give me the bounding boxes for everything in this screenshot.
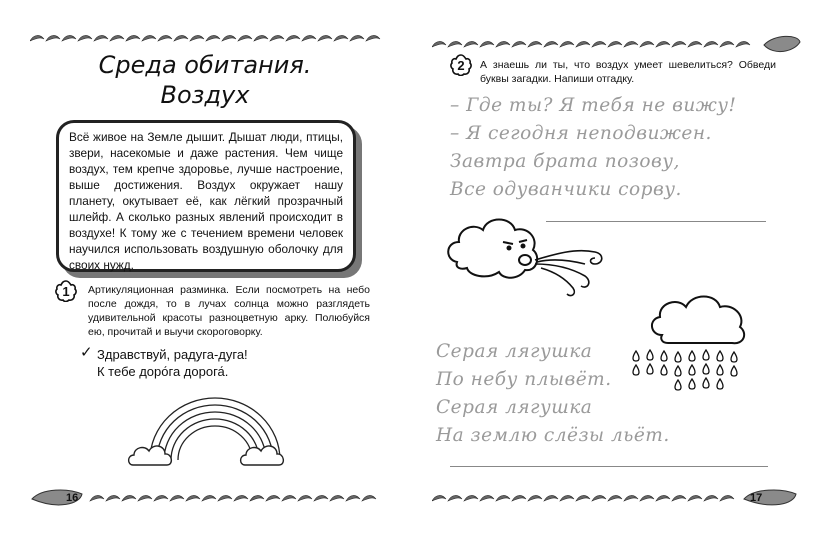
wave-ornament bbox=[720, 41, 734, 47]
task2-text: А знаешь ли ты, что воздух умеет шевелиться? Обведи буквы загадки. Напиши отгадку. bbox=[480, 59, 776, 85]
wave-ornament bbox=[190, 35, 204, 41]
wave-ornament bbox=[138, 495, 152, 501]
right-page bbox=[410, 0, 819, 540]
wave-ornament bbox=[576, 495, 590, 501]
wave-ornament bbox=[62, 35, 76, 41]
wave-ornament bbox=[512, 495, 526, 501]
wave-ornament bbox=[448, 495, 462, 501]
wave-ornament bbox=[106, 495, 120, 501]
wave-ornament bbox=[512, 41, 526, 47]
wave-ornament bbox=[170, 495, 184, 501]
wave-ornament bbox=[480, 41, 494, 47]
wave-ornament bbox=[528, 41, 542, 47]
wave-ornament bbox=[126, 35, 140, 41]
wave-ornament bbox=[688, 41, 702, 47]
page-number: 16 bbox=[66, 492, 79, 504]
raindrop-icon bbox=[717, 379, 723, 389]
wave-ornament bbox=[480, 495, 494, 501]
wave-ornament bbox=[94, 35, 108, 41]
wave-ornament bbox=[544, 41, 558, 47]
wave-ornament bbox=[186, 495, 200, 501]
wave-ornament bbox=[624, 41, 638, 47]
raindrop-icon bbox=[689, 379, 695, 389]
tongue-twister: ✓ Здравствуй, радуга-дуга! К тебе доро́га дорога́. bbox=[80, 344, 248, 379]
wave-ornament bbox=[282, 495, 296, 501]
raindrop-icon bbox=[689, 351, 695, 361]
wave-ornament bbox=[560, 495, 574, 501]
wave-ornament bbox=[432, 495, 446, 501]
raindrop-icon bbox=[731, 366, 737, 376]
rainbow-icon bbox=[125, 385, 305, 475]
task1-text: Артикуляционная разминка. Если посмотреть на небо после дождя, то в лучах солнца можно разглядеть удивительной красоты разноцветную арку. Полюбуйся ею, прочитай и выучи скороговорку. bbox=[88, 284, 370, 338]
wave-ornament bbox=[286, 35, 300, 41]
raindrop-icon bbox=[717, 365, 723, 375]
wave-ornament bbox=[464, 41, 478, 47]
wave-ornament bbox=[90, 495, 104, 501]
wave-ornament bbox=[250, 495, 264, 501]
wave-ornament bbox=[592, 41, 606, 47]
page-number-ribbon-icon bbox=[432, 486, 802, 512]
wave-ornament bbox=[222, 35, 236, 41]
raindrop-icon bbox=[675, 366, 681, 376]
task-number-badge: 1 bbox=[55, 280, 77, 302]
wave-ornament bbox=[318, 35, 332, 41]
wave-ornament bbox=[346, 495, 360, 501]
wave-ornament bbox=[110, 35, 124, 41]
wave-ornament bbox=[174, 35, 188, 41]
decorative-border-icon bbox=[30, 32, 382, 46]
bottom-border-right bbox=[432, 486, 802, 508]
wave-ornament bbox=[528, 495, 542, 501]
wind-cloud-icon bbox=[445, 212, 615, 302]
wave-ornament bbox=[720, 495, 734, 501]
wave-ornament bbox=[672, 41, 686, 47]
decorative-border-icon bbox=[432, 32, 802, 58]
wave-ornament bbox=[640, 41, 654, 47]
riddle-1-tracing: – Где ты? Я тебя не вижу! – Я сегодня неподвижен. Завтра брата позову, Все одуванчики сорву. bbox=[450, 95, 737, 200]
raindrop-icon bbox=[703, 364, 709, 374]
wave-ornament bbox=[234, 495, 248, 501]
wave-ornament bbox=[592, 495, 606, 501]
wave-ornament bbox=[142, 35, 156, 41]
wave-ornament bbox=[544, 495, 558, 501]
wave-ornament bbox=[560, 41, 574, 47]
wave-ornament bbox=[608, 41, 622, 47]
wave-ornament bbox=[298, 495, 312, 501]
task-number-badge: 2 bbox=[450, 54, 472, 76]
wave-ornament bbox=[688, 495, 702, 501]
wave-ornament bbox=[206, 35, 220, 41]
wave-ornament bbox=[640, 495, 654, 501]
wave-ornament bbox=[736, 41, 750, 47]
bottom-border-left bbox=[28, 486, 388, 508]
wave-ornament bbox=[302, 35, 316, 41]
wave-ornament bbox=[624, 495, 638, 501]
raindrop-icon bbox=[703, 378, 709, 388]
wave-ornament bbox=[122, 495, 136, 501]
wave-ornament bbox=[704, 41, 718, 47]
wave-ornament bbox=[330, 495, 344, 501]
wave-ornament bbox=[158, 35, 172, 41]
wave-ornament bbox=[202, 495, 216, 501]
answer-line-2[interactable] bbox=[450, 466, 768, 467]
raindrop-icon bbox=[731, 352, 737, 362]
wave-ornament bbox=[496, 495, 510, 501]
page-number-ribbon-icon bbox=[28, 486, 388, 512]
raindrop-icon bbox=[675, 380, 681, 390]
wave-ornament bbox=[46, 35, 60, 41]
wave-ornament bbox=[672, 495, 686, 501]
check-icon: ✓ bbox=[80, 344, 93, 361]
wave-ornament bbox=[576, 41, 590, 47]
top-border-right bbox=[432, 32, 802, 54]
wave-ornament bbox=[314, 495, 328, 501]
page-title: Среда обитания. Воздух bbox=[98, 51, 312, 109]
wave-ornament bbox=[608, 495, 622, 501]
wave-ornament bbox=[448, 41, 462, 47]
raindrop-icon bbox=[703, 350, 709, 360]
wave-ornament bbox=[366, 35, 380, 41]
wave-ornament bbox=[238, 35, 252, 41]
wave-ornament bbox=[30, 35, 44, 41]
raindrop-icon bbox=[689, 365, 695, 375]
raindrop-icon bbox=[675, 352, 681, 362]
wave-ornament bbox=[496, 41, 510, 47]
wave-ornament bbox=[266, 495, 280, 501]
wave-ornament bbox=[270, 35, 284, 41]
wave-ornament bbox=[154, 495, 168, 501]
wave-ornament bbox=[464, 495, 478, 501]
wave-ornament bbox=[334, 35, 348, 41]
intro-text-box: Всё живое на Земле дышит. Дышат люди, птицы, звери, насекомые и даже растения. Чем чище воздух, тем крепче здоровье, лучше настроение, выше достижения. Воздух окружает нашу планету, окутывает её, как лёгкий прозрачный шлейф. А сколько разных явлений происходит в воздухе! К тому же с течением времени человек научился использовать воздушную оболочку для своих нужд. bbox=[56, 120, 356, 272]
wave-ornament bbox=[78, 35, 92, 41]
raindrop-icon bbox=[717, 351, 723, 361]
wave-ornament bbox=[704, 495, 718, 501]
page-number: 17 bbox=[750, 492, 763, 504]
riddle-2-tracing: Серая лягушка По небу плывёт. Серая лягушка На землю слёзы льёт. bbox=[436, 341, 670, 446]
wave-ornament bbox=[656, 41, 670, 47]
wave-ornament bbox=[254, 35, 268, 41]
wave-ornament bbox=[656, 495, 670, 501]
wave-ornament bbox=[362, 495, 376, 501]
wave-ornament bbox=[218, 495, 232, 501]
wave-ornament bbox=[350, 35, 364, 41]
wave-ornament bbox=[432, 41, 446, 47]
